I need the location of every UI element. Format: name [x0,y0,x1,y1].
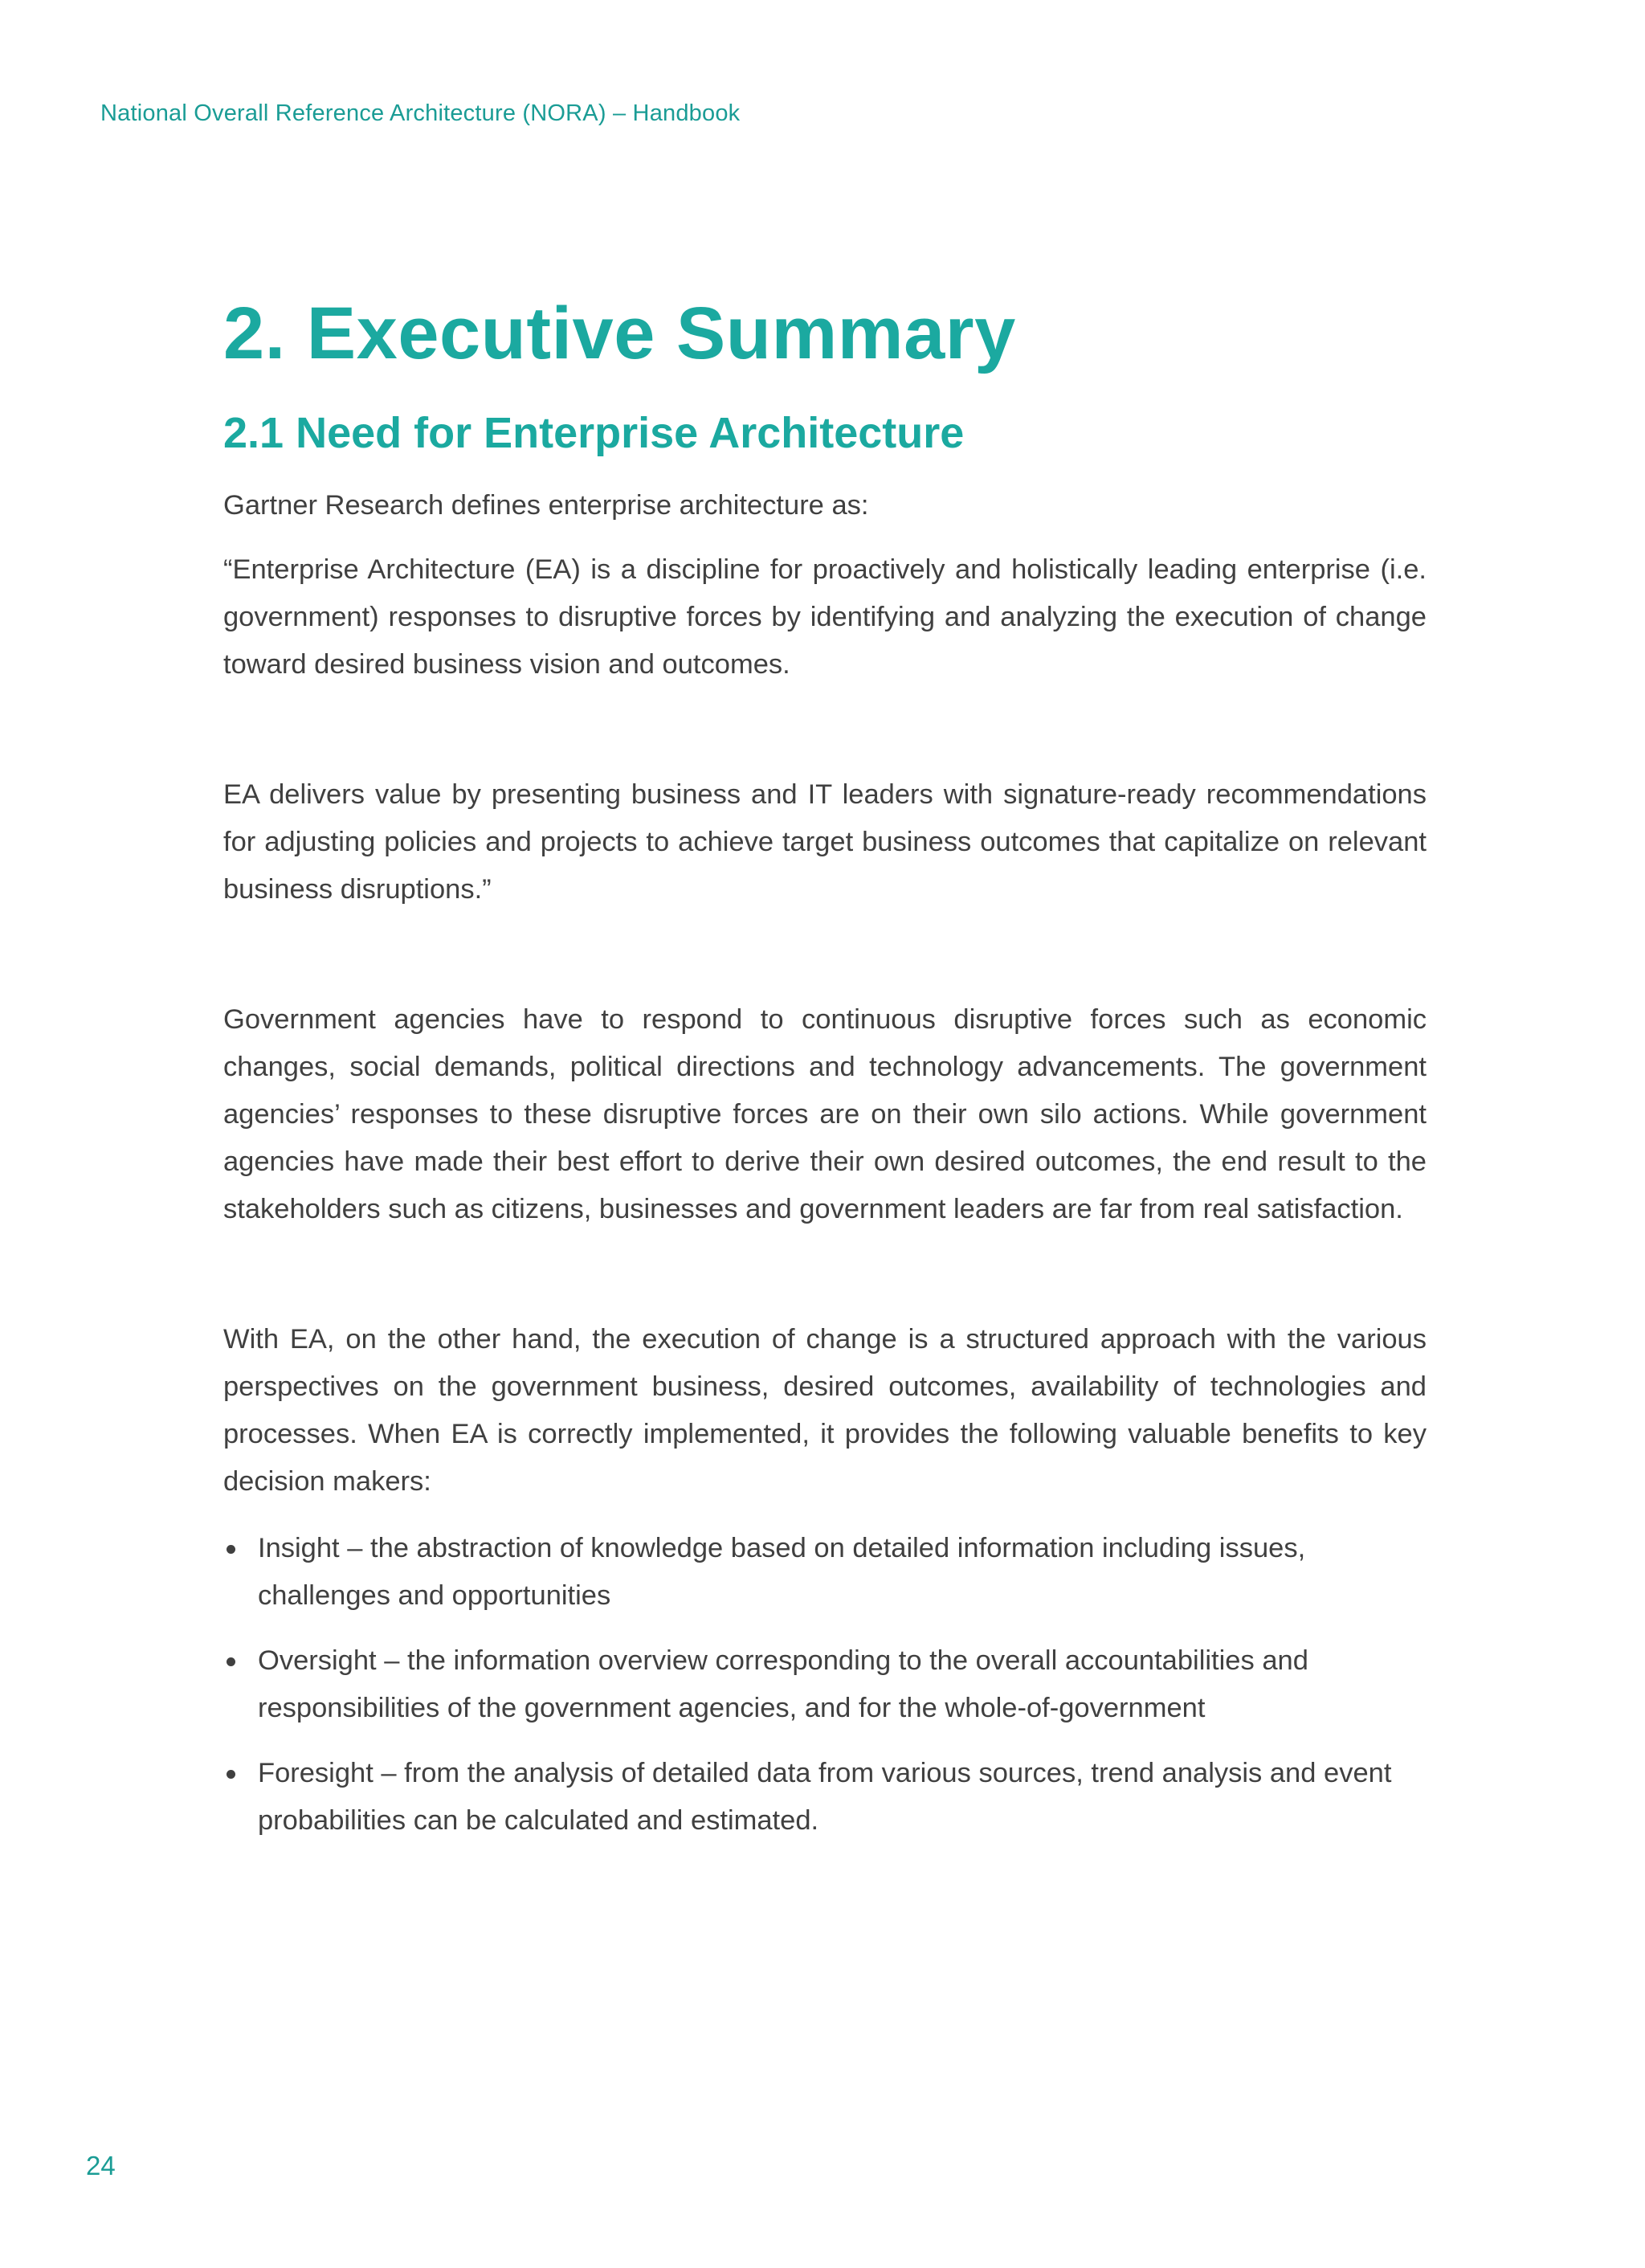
page-number: 24 [86,2151,116,2180]
benefit-text: Insight – the abstraction of knowledge based on detailed information including issues, challenges and opportunities [258,1532,1306,1611]
paragraph-with-ea: With EA, on the other hand, the execution of change is a structured approach with the various perspectives on the government business, desired outcomes, availability of technologies and processes. When EA is correctly implemented, it provides the following valuable benefits to key decision makers: [223,1323,1427,1497]
benefit-text: Foresight – from the analysis of detailed data from various sources, trend analysis and event probabilities can be calculated and estimated. [258,1757,1392,1836]
bullet-icon [227,1657,235,1666]
benefit-foresight [223,1750,1427,1845]
paragraph-quote-value: EA delivers value by presenting business and IT leaders with signature-ready recommendations for adjusting policies and projects to achieve target business outcomes that capitalize on relevant business disruptions.” [223,778,1427,905]
chapter-title: 2. Executive Summary [223,292,1016,374]
benefits-list [223,1525,1427,1845]
benefit-oversight [223,1637,1427,1732]
benefit-insight [223,1525,1427,1620]
bullet-icon [227,1545,235,1554]
section-title: 2.1 Need for Enterprise Architecture [223,409,965,458]
page-content [223,293,1427,1862]
bullet-icon [227,1770,235,1779]
paragraph-intro: Gartner Research defines enterprise architecture as: [223,489,869,521]
running-header: National Overall Reference Architecture (NORA) – Handbook [100,100,741,126]
paragraph-quote-definition: “Enterprise Architecture (EA) is a discipline for proactively and holistically leading enterprise (i.e. government) responses to disruptive forces by identifying and analyzing the execution of change toward desired business vision and outcomes. [223,554,1427,680]
paragraph-government-agencies: Government agencies have to respond to continuous disruptive forces such as economic changes, social demands, political directions and technology advancements. The government agencies’ responses to these disruptive forces are on their own silo actions. While government agencies have made their best effort to derive their own desired outcomes, the end result to the stakeholders such as citizens, businesses and government leaders are far from real satisfaction. [223,1003,1427,1224]
benefit-text: Oversight – the information overview corresponding to the overall accountabilities and responsibilities of the government agencies, and for the whole-of-government [258,1645,1308,1723]
